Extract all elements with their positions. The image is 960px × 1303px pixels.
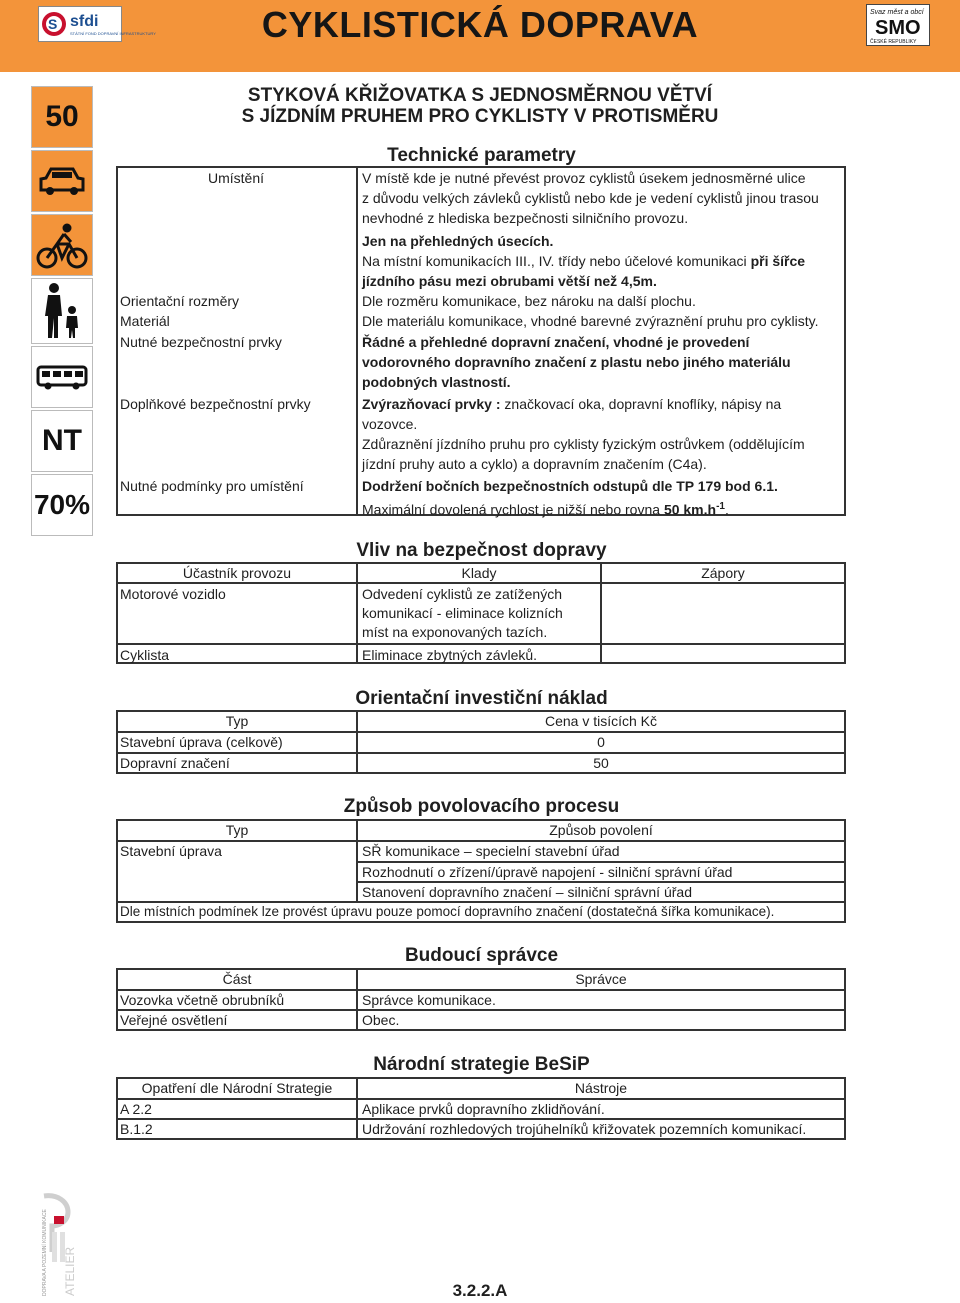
admin-row1-label: Vozovka včetně obrubníků	[120, 992, 285, 1008]
doplnkove-prvky-1	[362, 394, 781, 414]
cost-row2-label: Dopravní značení	[120, 755, 230, 771]
umisteni-text-5b: při šířce	[750, 253, 806, 269]
rozmery-value: Dle rozměru komunikace, bez nároku na další plochu.	[362, 293, 696, 309]
doplnkove-prvky-1b: Zvýrazňovací prvky :	[362, 396, 501, 412]
svg-text:S: S	[48, 16, 58, 32]
safety-row2-klady: Eliminace zbytných závleků.	[362, 647, 538, 663]
podminky-2end: .	[724, 501, 729, 518]
permit-row-2: Rozhodnutí o zřízení/úpravě napojení - silniční správní úřad	[362, 864, 733, 880]
permit-col-typ: Typ	[225, 822, 249, 838]
nutne-prvky-2: vodorovného dopravního značení z plastu nebo jiného materiálu	[362, 354, 791, 370]
cost-col-typ: Typ	[225, 713, 249, 729]
permit-row-3: Stanovení dopravního značení – silniční správní úřad	[362, 884, 692, 900]
permit-row-1: SŘ komunikace – specielní stavební úřad	[362, 843, 620, 859]
admin-col-spravce: Správce	[575, 971, 627, 987]
cost-row1-value: 0	[597, 734, 605, 750]
material-label: Materiál	[120, 313, 170, 329]
smo-logo	[866, 4, 930, 46]
safety-row1-label: Motorové vozidlo	[120, 586, 226, 602]
besip-row2-value: Udržování rozhledových trojúhelníků křižovatek pozemních komunikací.	[362, 1121, 807, 1137]
permit-heading: Způsob povolovacího procesu	[343, 796, 620, 817]
safety-row1-klady-1: Odvedení cyklistů ze zatížených	[362, 586, 562, 602]
cyclist-icon	[31, 214, 93, 276]
svg-text:ATELIER: ATELIER	[63, 1246, 77, 1296]
permit-col-zpusob: Způsob povolení	[549, 822, 653, 838]
besip-heading: Národní strategie BeSiP	[373, 1054, 590, 1075]
besip-row2-label: B.1.2	[120, 1121, 153, 1137]
podminky-2	[362, 497, 729, 520]
page-header-title: CYKLISTICKÁ DOPRAVA	[261, 4, 699, 45]
podminky-2a: Maximální dovolená rychlost je nižší nebo rovna	[362, 501, 661, 518]
safety-row2-label: Cyklista	[120, 647, 170, 663]
header-bar	[0, 0, 960, 72]
umisteni-text-2: z důvodu velkých závleků cyklistů nebo kde je vedení cyklistů jinou trasou	[362, 190, 819, 206]
besip-row1-value: Aplikace prvků dopravního zklidňování.	[362, 1101, 605, 1117]
doplnkove-prvky-4: jízdní pruhy auto a cyklo) a dopravním značením (C4a).	[362, 456, 707, 472]
cost-row2-value: 50	[593, 755, 609, 771]
podminky-2sup: -1	[716, 501, 725, 512]
cost-col-cena: Cena v tisících Kč	[544, 713, 658, 729]
cost-row1-label: Stavební úprava (celkově)	[120, 734, 283, 750]
admin-row2-label: Veřejné osvětlení	[120, 1012, 228, 1028]
admin-col-cast: Část	[222, 971, 252, 987]
doplnkove-prvky-2: vozovce.	[362, 416, 418, 432]
svg-text:SMO: SMO	[875, 17, 921, 39]
safety-col-ucastnik: Účastník provozu	[182, 565, 292, 581]
nt-icon: NT	[31, 410, 93, 472]
car-icon	[31, 150, 93, 212]
material-value: Dle materiálu komunikace, vhodné barevné zvýraznění pruhu pro cyklisty.	[362, 313, 819, 329]
cost-heading: Orientační investiční náklad	[355, 688, 608, 709]
umisteni-text-5	[362, 251, 805, 271]
safety-col-zapory: Zápory	[701, 565, 745, 581]
doplnkove-prvky-1a: značkovací oka, dopravní knoflíky, nápisy na	[504, 396, 782, 412]
podminky-2b: 50 km.h	[663, 501, 717, 518]
podminky-label: Nutné podmínky pro umístění	[120, 478, 304, 494]
svg-text:Svaz měst a obcí: Svaz měst a obcí	[870, 9, 924, 16]
safety-col-klady: Klady	[461, 565, 497, 581]
admin-row1-value: Správce komunikace.	[362, 992, 496, 1008]
atelier-logo	[38, 1192, 78, 1298]
speed-limit-50-icon: 50	[31, 86, 93, 148]
besip-col-opatreni: Opatření dle Národní Strategie	[141, 1080, 333, 1096]
doplnkove-prvky-label: Doplňkové bezpečnostní prvky	[120, 396, 311, 412]
umisteni-text-6: jízdního pásu mezi obrubami větší než 4,5m.	[362, 273, 657, 289]
umisteni-text-4: Jen na přehledných úsecích.	[362, 233, 554, 249]
safety-heading: Vliv na bezpečnost dopravy	[356, 540, 607, 561]
percent-icon: 70%	[31, 474, 93, 536]
permit-row-label: Stavební úprava	[120, 843, 222, 859]
admin-heading: Budoucí správce	[404, 945, 559, 966]
tech-divider	[356, 166, 358, 516]
safety-row1-klady-3: míst na exponovaných tazích.	[362, 624, 548, 640]
rozmery-label: Orientační rozměry	[120, 293, 240, 309]
pedestrians-icon	[31, 278, 93, 344]
umisteni-text-5a: Na místní komunikacích III., IV. třídy nebo účelové komunikaci	[362, 253, 747, 269]
bus-icon	[31, 346, 93, 408]
svg-text:sfdi: sfdi	[70, 13, 99, 30]
nutne-prvky-1: Řádné a přehledné dopravní značení, vhodné je provedení	[362, 334, 750, 350]
tech-heading: Technické parametry	[387, 145, 576, 166]
svg-text:DOPRAVA A POZEMNÍ KOMUNIKACE: DOPRAVA A POZEMNÍ KOMUNIKACE	[42, 1209, 48, 1296]
umisteni-text-3: nevhodné z hlediska bezpečnosti silničního provozu.	[362, 210, 689, 226]
svg-text:STÁTNÍ FOND DOPRAVNÍ INFRASTRU: STÁTNÍ FOND DOPRAVNÍ INFRASTRUKTURY	[70, 31, 156, 36]
besip-col-nastroje: Nástroje	[574, 1080, 628, 1096]
doplnkove-prvky-3: Zdůraznění jízdního pruhu pro cyklisty fyzickým ostrůvkem (oddělujícím	[362, 436, 805, 452]
page-code: 3.2.2.A	[452, 1281, 508, 1300]
svg-text:ČESKÉ REPUBLIKY: ČESKÉ REPUBLIKY	[870, 39, 917, 45]
main-title-line2: S JÍZDNÍM PRUHEM PRO CYKLISTY V PROTISMĚRU	[241, 106, 719, 127]
permit-note: Dle místních podmínek lze provést úpravu pouze pomocí dopravního značení (dostatečná šířka komunikace).	[120, 904, 775, 919]
besip-row1-label: A 2.2	[120, 1101, 152, 1117]
umisteni-text-1: V místě kde je nutné převést provoz cyklistů úsekem jednosměrné ulice	[362, 170, 806, 186]
nutne-prvky-3: podobných vlastností.	[362, 374, 511, 390]
main-title-line1: STYKOVÁ KŘIŽOVATKA S JEDNOSMĚRNOU VĚTVÍ	[247, 85, 713, 106]
nutne-prvky-label: Nutné bezpečnostní prvky	[120, 334, 282, 350]
safety-row1-klady-2: komunikací - eliminace kolizních	[362, 605, 563, 621]
umisteni-label: Umístění	[207, 170, 264, 186]
podminky-1: Dodržení bočních bezpečnostních odstupů dle TP 179 bod 6.1.	[362, 478, 778, 494]
admin-row2-value: Obec.	[362, 1012, 400, 1028]
